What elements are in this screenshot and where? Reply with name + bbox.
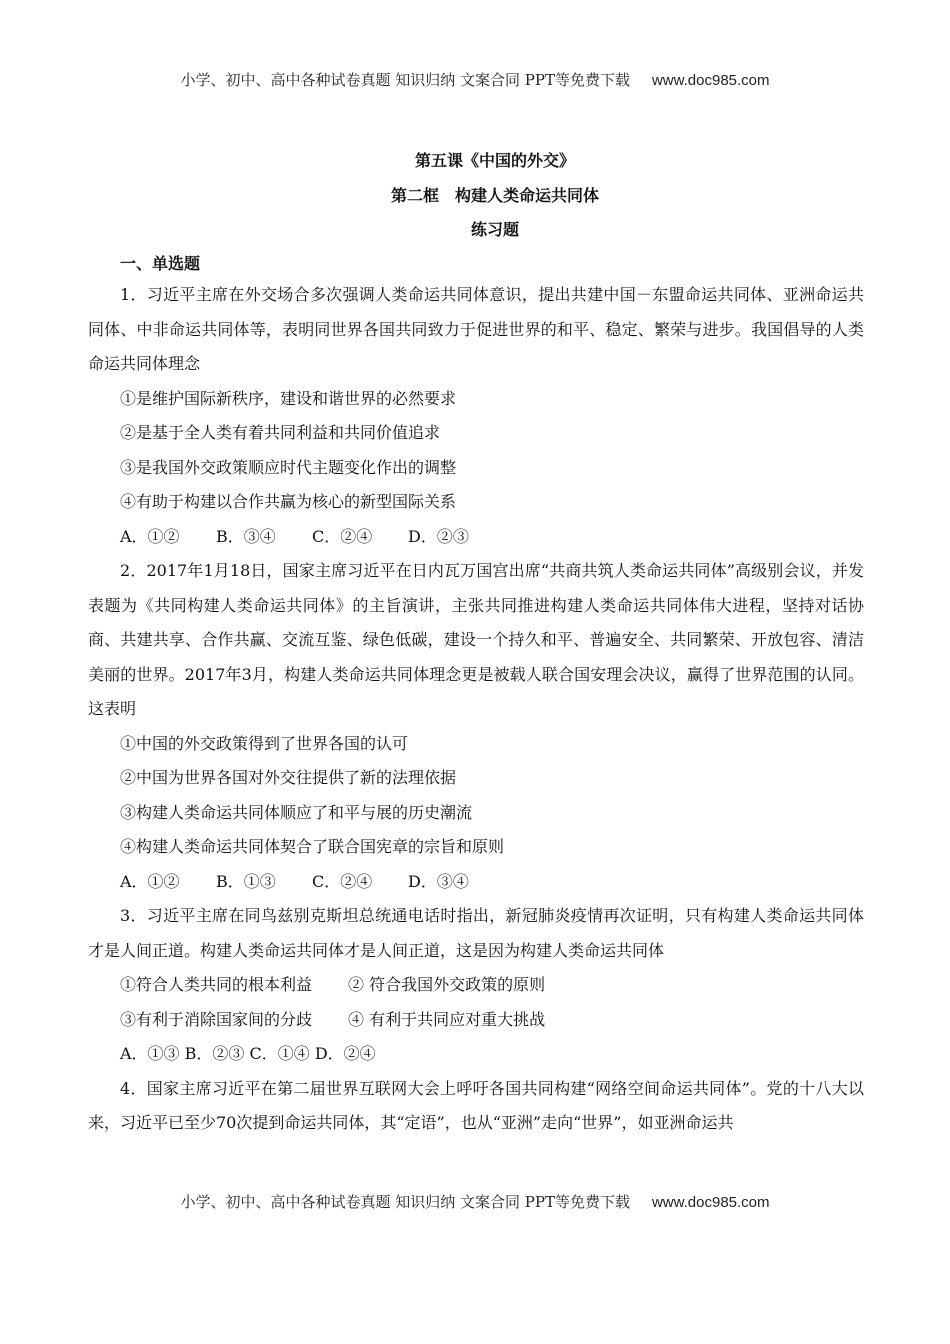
lesson-title: 第五课《中国的外交》 xyxy=(414,151,575,170)
answer-choice: C．②④ xyxy=(312,526,373,546)
footer-url[interactable]: www.doc985.com xyxy=(651,1194,770,1211)
question-2-option: ①中国的外交政策得到了世界各国的认可 xyxy=(120,733,409,753)
question-2-option: ②中国为世界各国对外交往提供了新的法理依据 xyxy=(120,768,457,787)
question-1-option: ②是基于全人类有着共同利益和共同价值追求 xyxy=(120,423,441,442)
question-2-option: ④构建人类命运共同体契合了联合国宪章的宗旨和原则 xyxy=(120,837,505,856)
question-3-option-row xyxy=(88,968,864,1003)
frame-title: 第二框 构建人类命运共同体 xyxy=(390,186,599,205)
question-2-stem: 2．2017年1月18日，国家主席习近平在日内瓦万国宫出席“共商共筑人类命运共同体”高级别会议，并发表题为《共同构建人类命运共同体》的主旨演讲，主张共同推进构建人类命运共同体伟大进程，坚持对话协商、共建共享、合作共赢、交流互鉴、绿色低碳，建设一个持久和平、普遍安全、共同繁荣、开放包容、清洁美丽的世界。2017年3月，构建人类命运共同体理念更是被载人联合国安理会决议，赢得了世界范围的认同。这表明 xyxy=(88,561,864,718)
question-3-answers: A．①③ B．②③ C．①④ D．②④ xyxy=(120,1044,376,1063)
answer-choice: A．①② xyxy=(120,871,180,891)
question-2-option: ③构建人类命运共同体顺应了和平与展的历史潮流 xyxy=(120,802,473,822)
question-1-option: ①是维护国际新秩序，建设和谐世界的必然要求 xyxy=(120,388,457,408)
section-heading: 一、单选题 xyxy=(120,254,201,273)
question-3-option: ③有利于消除国家间的分歧 xyxy=(120,1009,313,1029)
answer-choice: C．②④ xyxy=(312,871,373,891)
answer-choice: A．①② xyxy=(120,526,180,546)
answer-choice: D．②③ xyxy=(408,526,469,546)
question-3-option: ④ 有利于共同应对重大挑战 xyxy=(348,1009,546,1029)
header-text: 小学、初中、高中各种试卷真题 知识归纳 文案合同 PPT等免费下载 xyxy=(180,71,630,89)
question-list xyxy=(88,278,864,1141)
footer-text: 小学、初中、高中各种试卷真题 知识归纳 文案合同 PPT等免费下载 xyxy=(180,1193,630,1211)
page-footer xyxy=(0,1191,950,1212)
header-url[interactable]: www.doc985.com xyxy=(651,72,770,89)
question-3-option-row xyxy=(88,1003,864,1038)
answer-choice: B．①③ xyxy=(216,871,276,891)
exercise-title: 练习题 xyxy=(470,220,519,239)
question-1-option: ④有助于构建以合作共赢为核心的新型国际关系 xyxy=(120,492,457,511)
question-3-option: ①符合人类共同的根本利益 xyxy=(120,975,313,994)
question-4-stem: 4．国家主席习近平在第二届世界互联网大会上呼吁各国共同构建“网络空间命运共同体”。党的十八大以来，习近平已至少70次提到命运共同体，其“定语”，也从“亚洲”走向“世界”，如亚洲命运共 xyxy=(88,1078,864,1132)
answer-choice: D．③④ xyxy=(408,871,469,891)
question-1-answers xyxy=(88,520,864,555)
question-1-stem: 1．习近平主席在外交场合多次强调人类命运共同体意识，提出共建中国－东盟命运共同体、亚洲命运共同体、中非命运共同体等，表明同世界各国共同致力于促进世界的和平、稳定、繁荣与进步。我国倡导的人类命运共同体理念 xyxy=(88,285,864,373)
question-2-answers xyxy=(88,865,864,900)
question-3-stem: 3．习近平主席在同鸟兹别克斯坦总统通电话时指出，新冠肺炎疫情再次证明，只有构建人类命运共同体才是人间正道。构建人类命运共同体才是人间正道，这是因为构建人类命运共同体 xyxy=(88,906,864,960)
question-3-option: ② 符合我国外交政策的原则 xyxy=(348,975,546,994)
answer-choice: B．③④ xyxy=(216,526,276,546)
page-header xyxy=(0,69,950,90)
question-1-option: ③是我国外交政策顺应时代主题变化作出的调整 xyxy=(120,457,457,477)
